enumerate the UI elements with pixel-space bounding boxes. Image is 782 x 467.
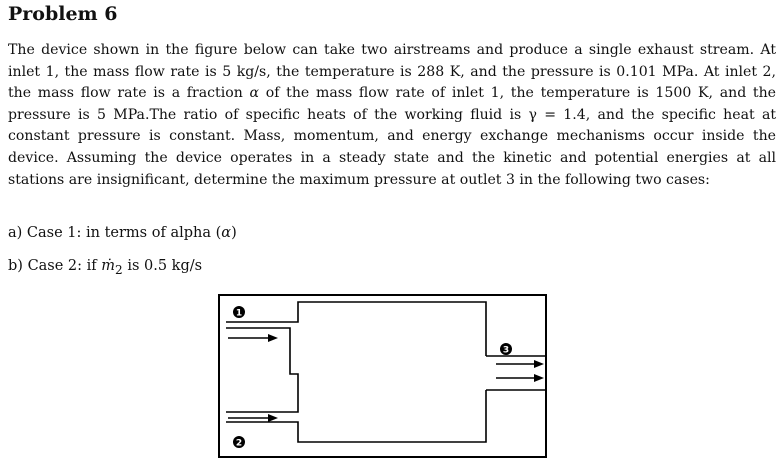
case-b-text: Case 2: if	[27, 258, 97, 274]
outlet-duct	[486, 356, 546, 390]
device-diagram	[218, 294, 548, 459]
problem-statement	[8, 40, 776, 191]
case-a-close: )	[231, 225, 237, 241]
outlet3-label: 3	[502, 345, 510, 356]
mdot-subscript: 2	[115, 262, 123, 277]
sentence-2: At inlet 1, the mass flow rate is 5 kg/s, the temperature is 288 K, and the pressure is 0.101 MPa.	[8, 42, 776, 80]
inlet1-arrowhead	[268, 334, 278, 342]
gamma-equation: γ = 1.4	[528, 106, 586, 123]
case-a-text: Case 1: in terms of alpha (	[26, 225, 222, 241]
case-b-rest: is 0.5 kg/s	[127, 258, 203, 274]
device-frame	[219, 295, 546, 457]
inlet2-arrowhead	[268, 414, 278, 422]
case-a-label: a)	[8, 225, 23, 241]
case-b-label: b)	[8, 258, 23, 274]
sentence-4: of the mass flow rate of inlet 1, the temperature is 1500 K, and the pressure is 5 MPa.	[8, 85, 777, 123]
sentence-6: , and the specific heat at constant pressure is constant. Mass, momentum, and energy exchange mechanisms occur inside the device. Assuming the device operates in a steady state and the kinetic and potential energies at all stations are insignificant, determine the maximum pressure at outlet 3 in the following two cases:	[8, 106, 777, 188]
sentence-1: The device shown in the figure below can take two airstreams and produce a single exhaust stream.	[8, 42, 755, 58]
outlet3-arrowhead-b	[534, 374, 544, 382]
mdot-symbol: ṁ	[101, 258, 116, 274]
sentence-3: At inlet 2, the mass flow rate is a fraction	[8, 63, 776, 102]
inlet1-label: 1	[235, 308, 243, 319]
case-a-alpha: α	[221, 225, 232, 241]
case-b	[8, 258, 202, 277]
alpha-symbol: α	[249, 85, 260, 102]
problem-title: Problem 6	[8, 3, 118, 25]
outlet3-arrowhead-a	[534, 360, 544, 368]
inlet2-label: 2	[235, 438, 243, 449]
case-a	[8, 225, 237, 241]
sentence-5: The ratio of specific heats of the working fluid is	[149, 106, 522, 123]
device-walls	[226, 302, 486, 442]
